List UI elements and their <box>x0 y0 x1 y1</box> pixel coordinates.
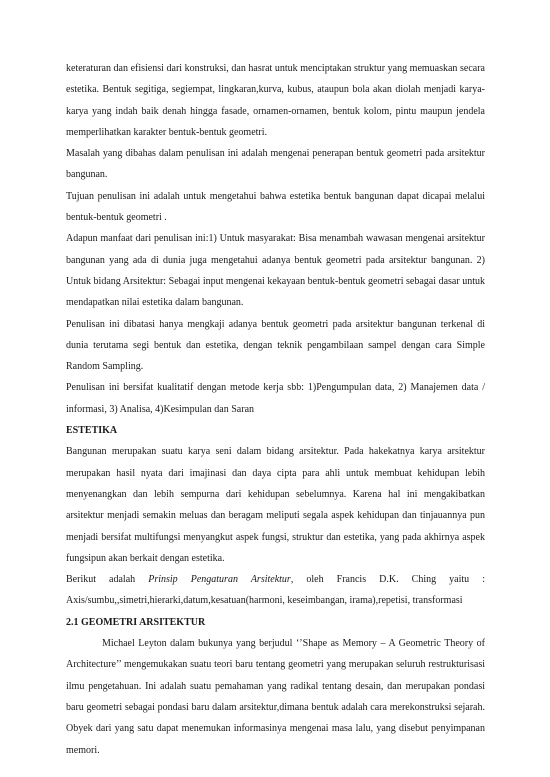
paragraph-geometri: Michael Leyton dalam bukunya yang berjudul ‘’Shape as Memory – A Geometric Theory of Architecture’’ mengemukakan suatu teori baru tentang geometri yang merupakan seluruh restrukturisasi ilmu pengetahuan. Ini adalah suatu pemahaman yang radikal tentang desain, dan merupakan pondasi baru geometri sebagai pondasi baru dalam arsitektur,dimana bentuk adalah cara merekonstruksi sejarah. Obyek dari yang satu dapat menemukan informasinya mengenai masa lalu, yang disebut penyimpanan memori. <box>66 638 485 756</box>
paragraph-estetika: Bangunan merupakan suatu karya seni dalam bidang arsitektur. Pada hakekatnya karya arsitektur merupakan hasil nyata dari imajinasi dan daya cipta para ahli untuk membuat kehidupan lebih menyenangkan dan lebih sempurna dari kehidupan sebelumnya. Karena hal ini mengakibatkan arsitektur menjadi semakin meluas dan beragam meliputi segala aspek kehidupan dan tinjauannya pun menjadi bersifat multifungsi menyangkut aspek fungsi, struktur dan estetika, yang pada akhirnya aspek fungsipun akan berkait dengan estetika. <box>66 446 485 564</box>
paragraph-batasan: Penulisan ini dibatasi hanya mengkaji adanya bentuk geometri pada arsitektur bangunan terkenal di dunia terutama segi bentuk dan estetika, dengan teknik pengambilaan sampel dengan cara Simple Random Sampling. <box>66 318 485 373</box>
heading-estetika: ESTETIKA <box>66 425 118 437</box>
berikut-italic-title: Prinsip Pengaturan Arsitektur <box>148 574 291 586</box>
document-body <box>66 58 485 761</box>
paragraph-manfaat: Adapun manfaat dari penulisan ini:1) Untuk masyarakat: Bisa menambah wawasan mengenai arsitektur bangunan yang ada di dunia juga mengetahui adanya bentuk geometri pada arsitektur bangunan. 2) Untuk bidang Arsitektur: Sebagai input mengenai kekayaan bentuk-bentuk geometri sebagai dasar untuk mendapatkan nilai estetika dalam bangunan. <box>66 233 485 309</box>
berikut-text-after: , oleh Francis D.K. Ching yaitu : Axis/sumbu,,simetri,hierarki,datum,kesatuan(harmoni, keseimbangan, irama),repetisi, transformasi <box>66 574 486 607</box>
paragraph-berikut <box>66 569 485 612</box>
heading-geometri-arsitektur: 2.1 GEOMETRI ARSITEKTUR <box>66 616 206 628</box>
paragraph-intro: keteraturan dan efisiensi dari konstruksi, dan hasrat untuk menciptakan struktur yang memuaskan secara estetika. Bentuk segitiga, segiempat, lingkaran,kurva, kubus, ataupun bola akan diolah menjadi karya-karya yang indah baik denah hingga fasade, ornamen-ornamen, bentuk kolom, pintu maupun jendela memperlihatkan karakter bentuk-bentuk geometri. <box>66 63 485 138</box>
paragraph-masalah: Masalah yang dibahas dalam penulisan ini adalah mengenai penerapan bentuk geometri pada arsitektur bangunan. <box>66 148 485 181</box>
paragraph-metode: Penulisan ini bersifat kualitatif dengan metode kerja sbb: 1)Pengumpulan data, 2) Manajemen data / informasi, 3) Analisa, 4)Kesimpulan dan Saran <box>66 382 485 415</box>
paragraph-tujuan: Tujuan penulisan ini adalah untuk mengetahui bahwa estetika bentuk bangunan dapat dicapai melalui bentuk-bentuk geometri . <box>66 190 485 224</box>
berikut-text-before: Berikut adalah <box>66 574 149 586</box>
